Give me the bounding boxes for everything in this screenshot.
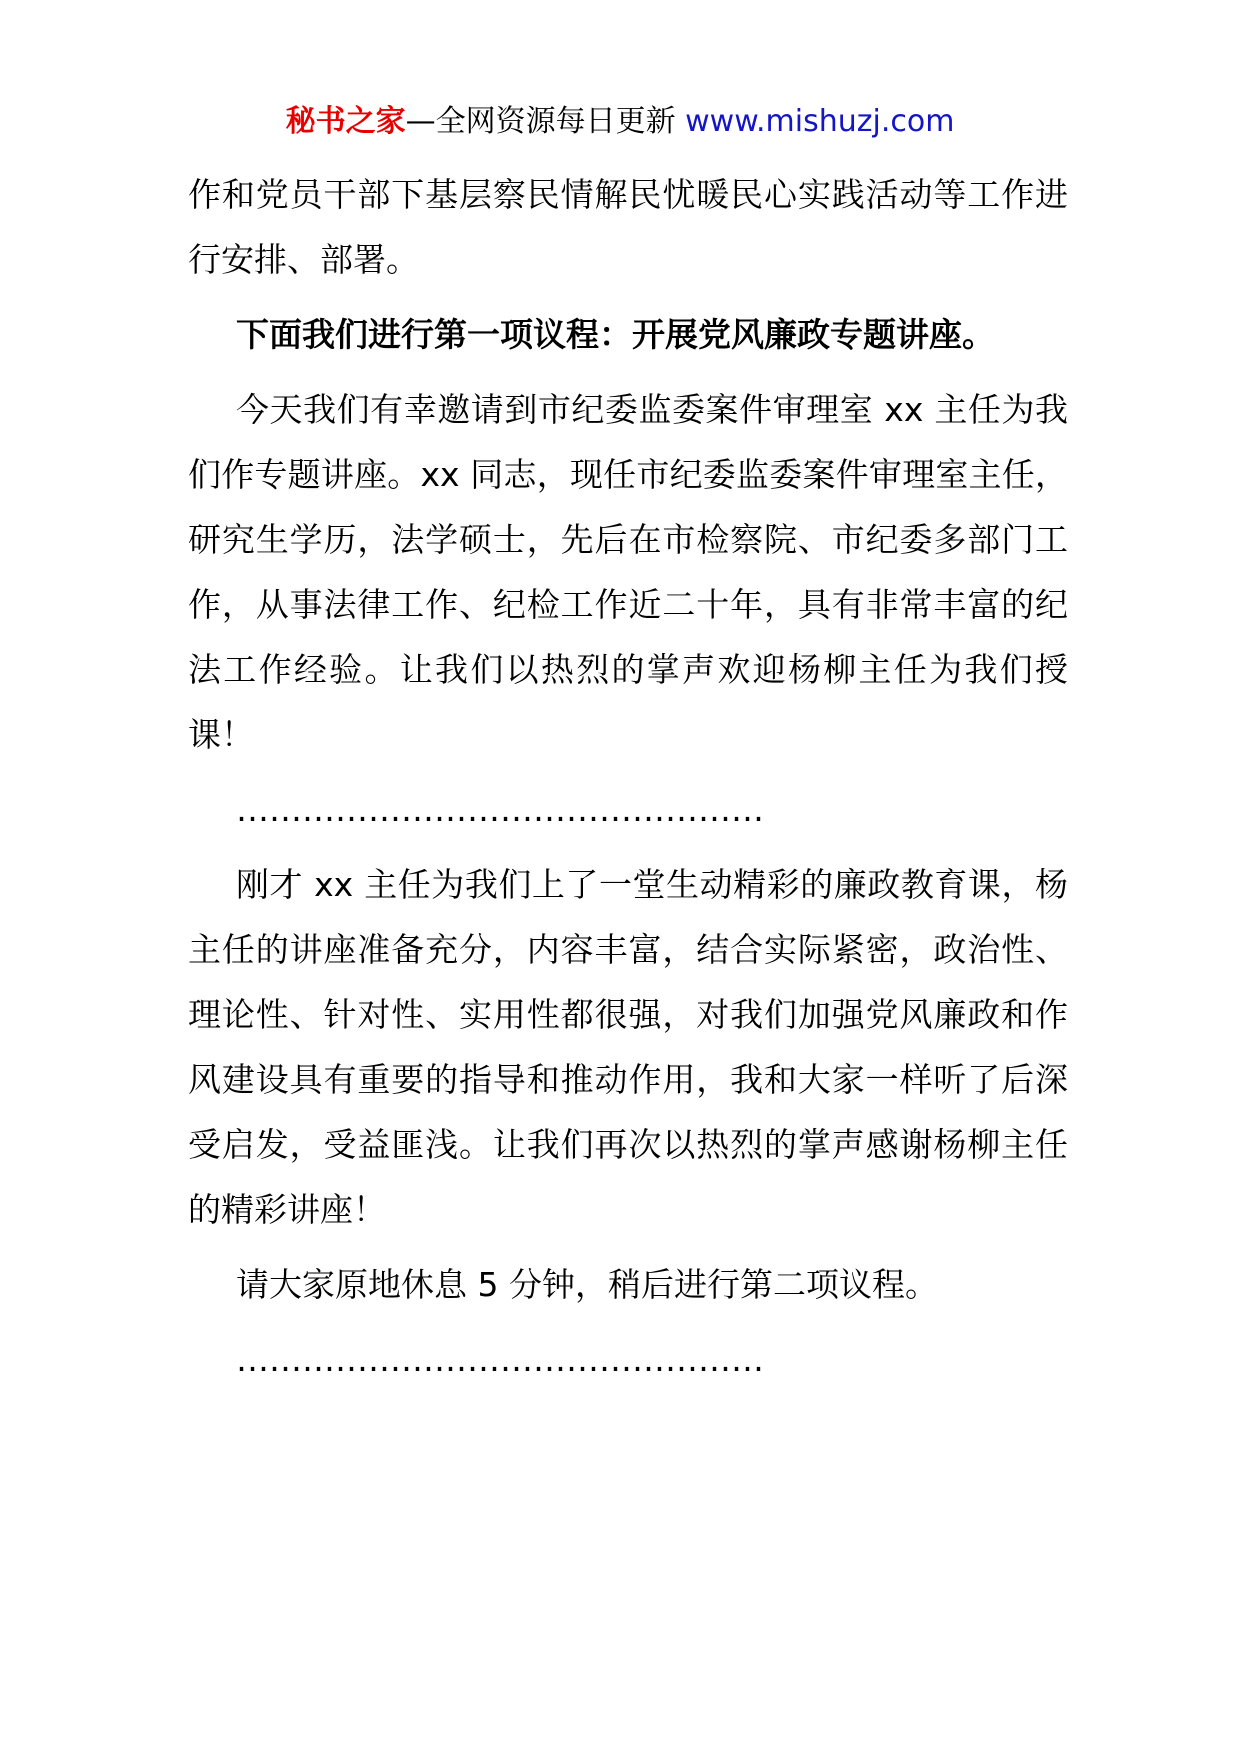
document-body: [188, 162, 1068, 1392]
paragraph-introduction: 今天我们有幸邀请到市纪委监委案件审理室 xx 主任为我们作专题讲座。xx 同志，现任市纪委监委案件审理室主任，研究生学历，法学硕士，先后在市检察院、市纪委多部门工作，从事法律工作、纪检工作近二十年，具有非常丰富的纪法工作经验。让我们以热烈的掌声欢迎杨柳主任为我们授课！: [188, 390, 1068, 754]
header-tagline: —全网资源每日更新: [405, 104, 686, 139]
ellipsis-separator: …………………………………………: [236, 790, 764, 829]
paragraph-break-notice: 请大家原地休息 5 分钟，稍后进行第二项议程。: [236, 1265, 938, 1304]
ellipsis-separator-end: …………………………………………: [236, 1340, 764, 1379]
paragraph-thanks: 刚才 xx 主任为我们上了一堂生动精彩的廉政教育课，杨主任的讲座准备充分，内容丰富，结合实际紧密，政治性、理论性、针对性、实用性都很强，对我们加强党风廉政和作风建设具有重要的指导和推动作用，我和大家一样听了后深受启发，受益匪浅。让我们再次以热烈的掌声感谢杨柳主任的精彩讲座！: [188, 865, 1068, 1229]
agenda-heading: 下面我们进行第一项议程：开展党风廉政专题讲座。: [236, 315, 995, 354]
site-url-link[interactable]: www.mishuzj.com: [685, 104, 955, 139]
paragraph-continuation: 作和党员干部下基层察民情解民忧暖民心实践活动等工作进行安排、部署。: [188, 175, 1068, 279]
brand-name: 秘书之家: [285, 104, 406, 139]
page-header: [0, 100, 1240, 144]
